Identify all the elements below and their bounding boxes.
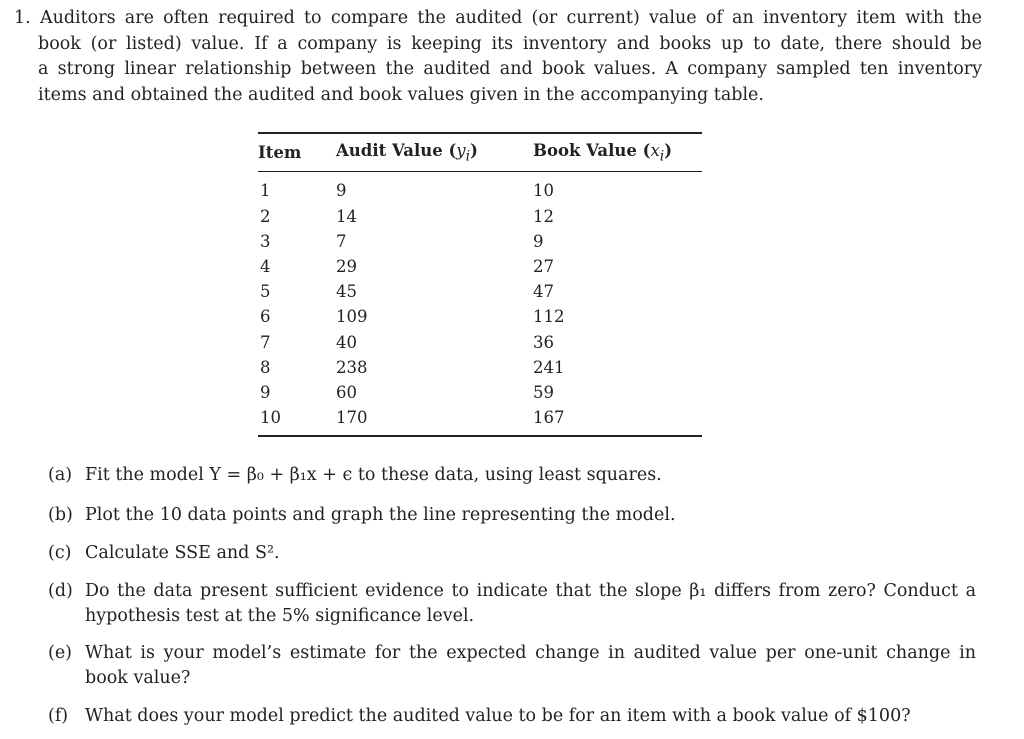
table-row [258,304,702,329]
problem-line: a strong linear relationship between the audited and book values. A company sampled ten inventory [38,59,982,79]
cell-item: 7 [260,332,271,352]
header-audit-value: Audit Value $(y_i)$ [336,133,533,172]
table-row [258,203,702,228]
part-line: Plot the 10 data points and graph the line representing the model. [85,505,676,525]
cell-audit-value: 45 [336,282,357,302]
cell-book-value: 36 [533,332,554,352]
table-row [258,329,702,354]
table-row [258,172,702,204]
part-label: (e) [48,643,73,663]
data-table [258,132,702,437]
part-text [85,641,976,691]
cell-audit-value: 40 [336,332,357,352]
problem-number: 1. [14,8,31,28]
cell-audit-value: 238 [336,357,368,377]
cell-audit-value: 29 [336,256,357,276]
table-row [258,279,702,304]
cell-item: 6 [260,307,271,327]
header-book-value: Book Value $(x_i)$ [533,133,702,172]
part-label: (a) [48,465,73,485]
part-line: book value? [85,668,191,688]
table-body [258,172,702,436]
question-part [48,541,976,566]
part-text [85,463,976,488]
cell-audit-value: 60 [336,382,357,402]
question-part [48,579,976,629]
cell-item: 4 [260,256,271,276]
part-label: (d) [48,581,73,601]
cell-item: 5 [260,282,271,302]
cell-book-value: 10 [533,181,554,201]
part-line: hypothesis test at the 5% significance level. [85,606,475,626]
part-line: What does your model predict the audited value to be for an item with a book value of $100? [85,706,911,726]
cell-book-value: 167 [533,405,702,436]
cell-book-value: 59 [533,382,554,402]
part-label: (c) [48,543,72,563]
cell-book-value: 27 [533,256,554,276]
cell-audit-value: 9 [336,181,347,201]
part-line: Fit the model Y = β₀ + β₁x + ϵ to these data, using least squares. [85,465,662,485]
question-part [48,704,976,729]
cell-audit-value: 14 [336,206,357,226]
cell-audit-value: 109 [336,307,368,327]
table-row [258,229,702,254]
cell-book-value: 241 [533,357,565,377]
part-label: (f) [48,706,69,726]
part-text [85,541,976,566]
question-part [48,641,976,691]
part-text [85,704,976,729]
cell-book-value: 12 [533,206,554,226]
cell-item: 2 [260,206,271,226]
cell-item: 1 [260,181,271,201]
question-part [48,463,976,488]
cell-book-value: 47 [533,282,554,302]
cell-audit-value: 170 [336,405,533,436]
cell-item: 9 [260,382,271,402]
cell-audit-value: 7 [336,231,347,251]
header-item: Item [258,133,336,172]
question-part [48,503,976,528]
problem-line: book (or listed) value. If a company is keeping its inventory and books up to date, there should be [38,33,982,54]
problem-statement [14,6,982,108]
table-row [258,380,702,405]
problem-line: items and obtained the audited and book values given in the accompanying table. [38,84,764,105]
cell-book-value: 9 [533,231,544,251]
cell-item: 3 [260,231,271,251]
cell-book-value: 112 [533,307,565,327]
table-row [258,405,702,436]
problem-line: 1. Auditors are often required to compare the audited (or current) value of an inventory item with the [14,8,982,28]
cell-item: 8 [260,357,271,377]
cell-item: 10 [258,405,336,436]
part-line: Do the data present sufficient evidence to indicate that the slope β₁ differs from zero? Conduct a [85,581,976,601]
part-label: (b) [48,505,73,525]
part-line: Calculate SSE and S². [85,543,280,563]
part-text [85,579,976,629]
table-row [258,355,702,380]
table-row [258,254,702,279]
part-line: What is your model’s estimate for the expected change in audited value per one-unit change in [85,643,976,663]
part-text [85,503,976,528]
